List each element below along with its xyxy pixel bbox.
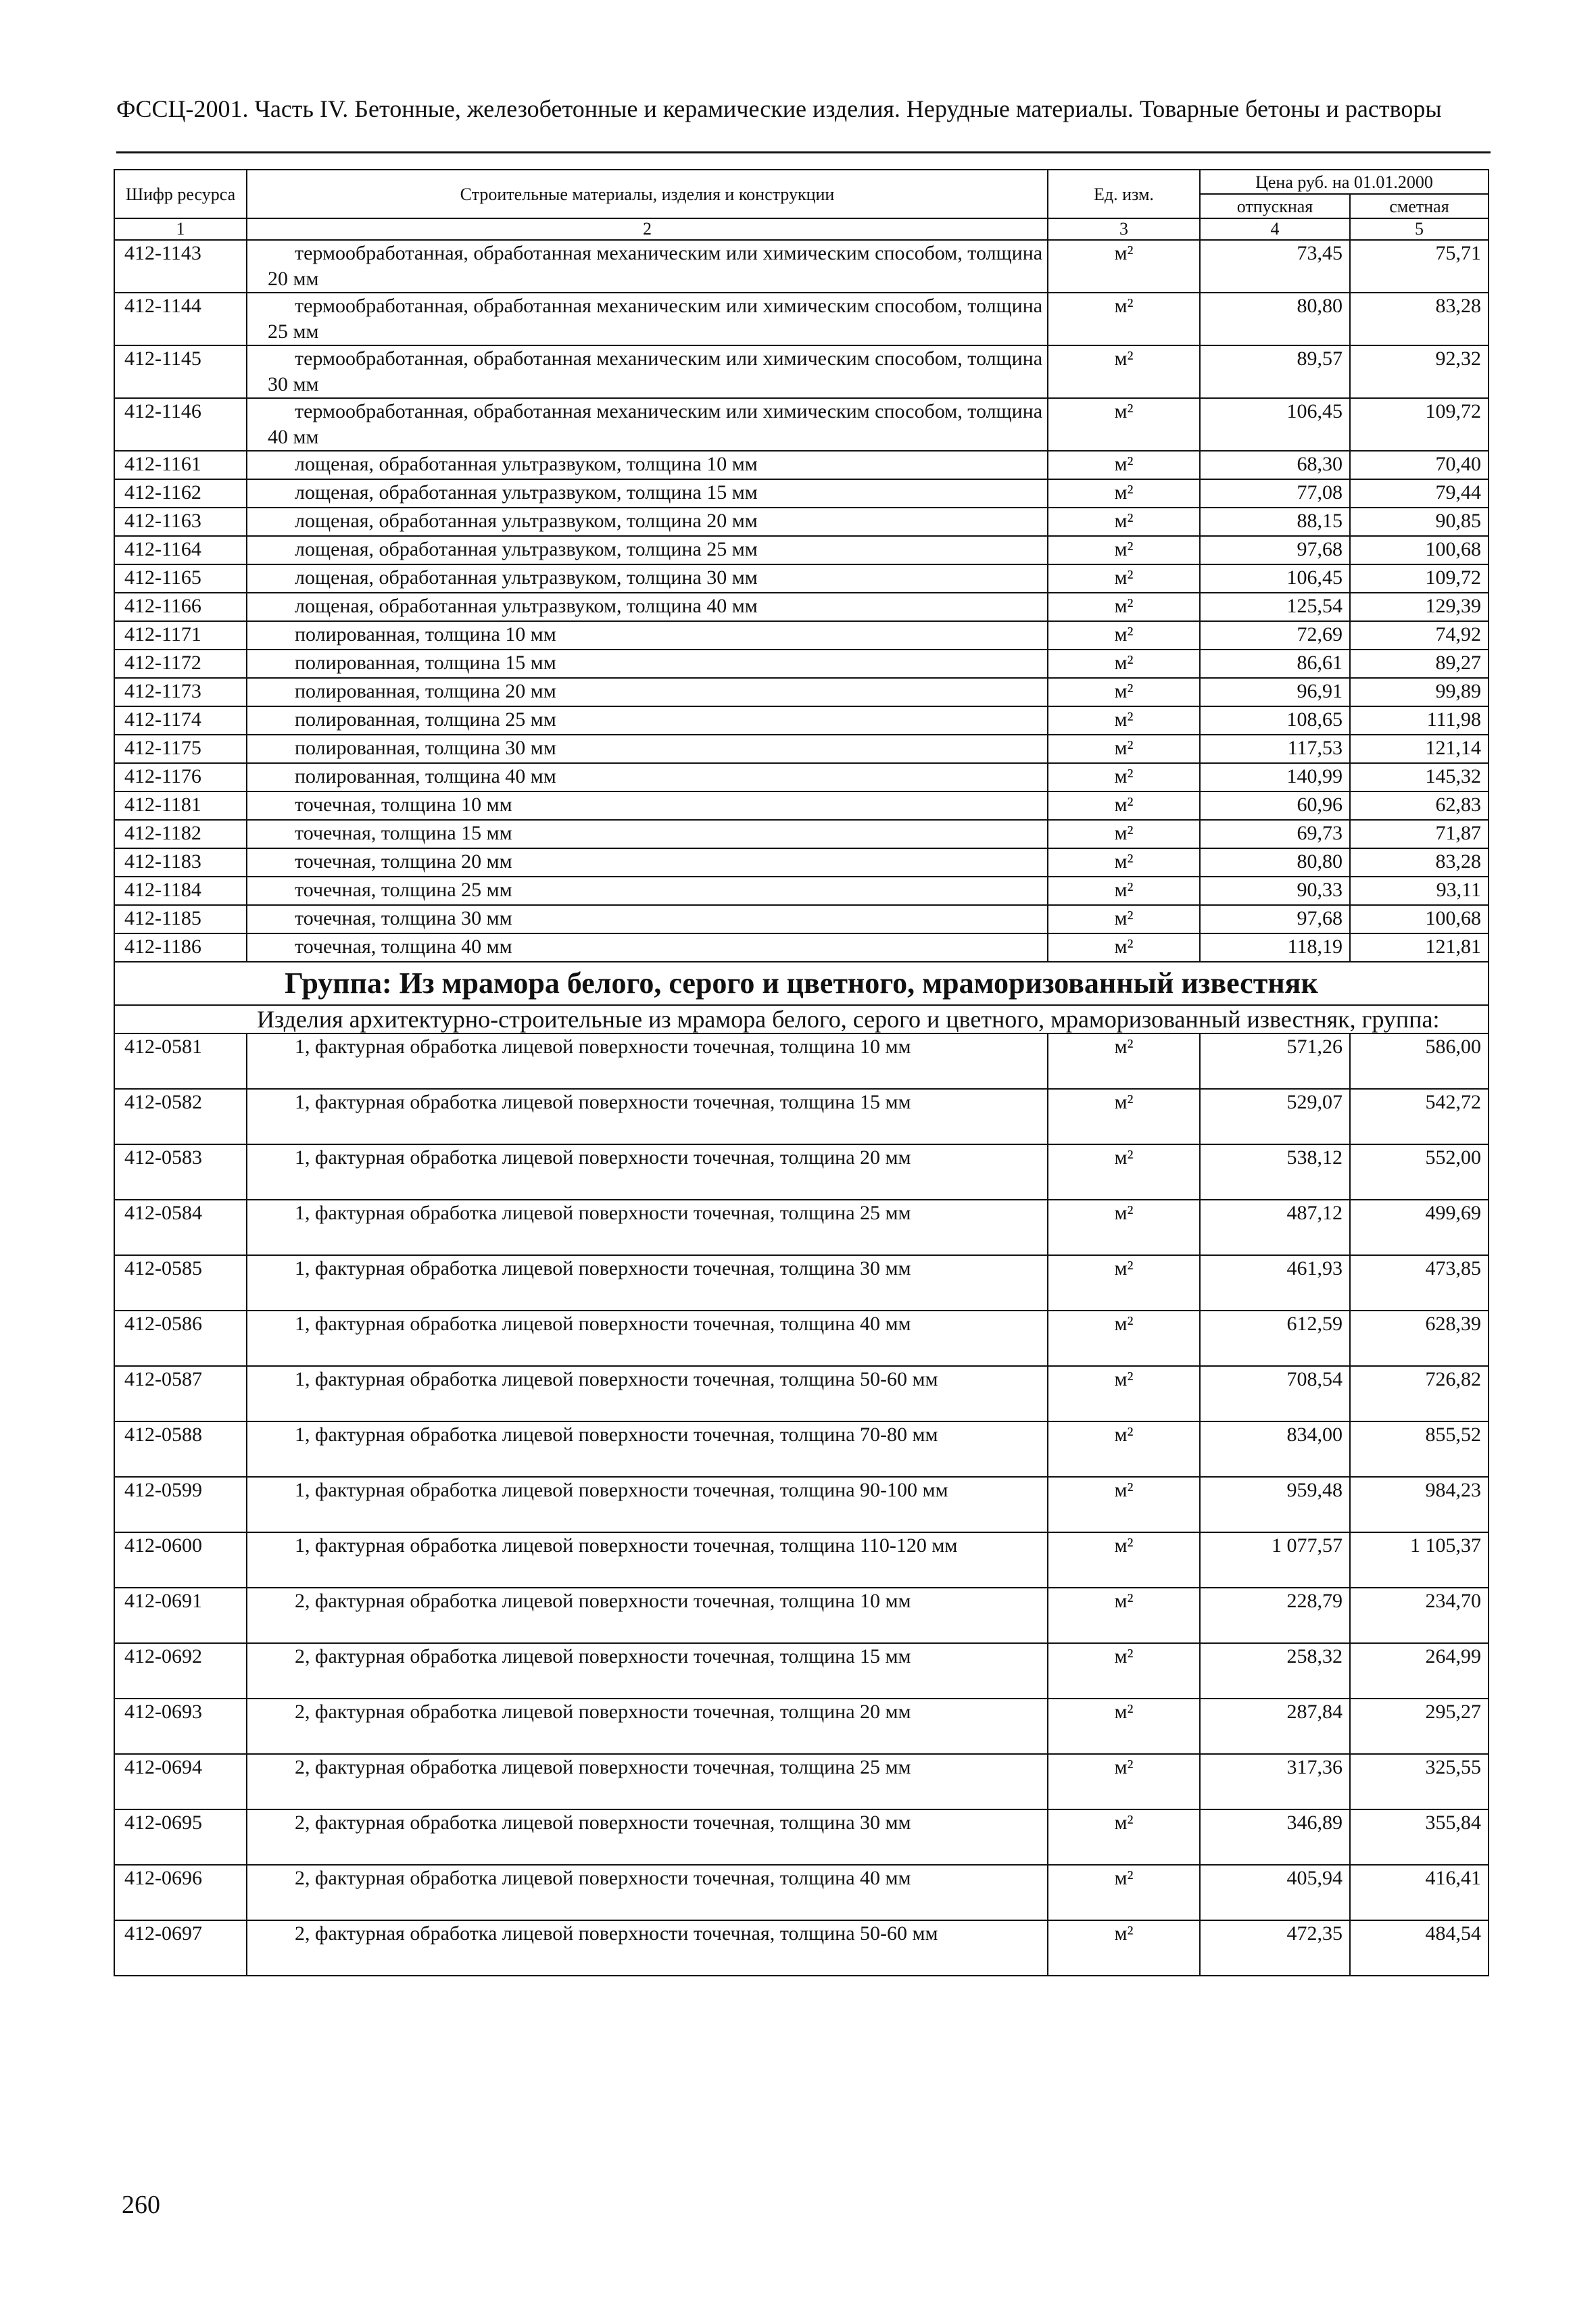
release-price-cell: 106,45 xyxy=(1200,398,1350,451)
release-price-cell: 487,12 xyxy=(1200,1200,1350,1255)
material-name-text: термообработанная, обработанная механическим или химическим способом, толщина 20 мм xyxy=(268,242,1043,290)
material-name-cell xyxy=(247,1089,1048,1144)
release-price-cell: 77,08 xyxy=(1200,479,1350,508)
material-name-cell xyxy=(247,508,1048,536)
material-name-text: полированная, толщина 30 мм xyxy=(295,737,556,759)
material-name-cell xyxy=(247,1920,1048,1976)
estimate-price-cell: 71,87 xyxy=(1350,820,1489,848)
estimate-price-cell: 111,98 xyxy=(1350,706,1489,735)
material-name-text: лощеная, обработанная ультразвуком, толщина 25 мм xyxy=(295,538,758,560)
table-row xyxy=(114,706,1489,735)
material-name-text: 1, фактурная обработка лицевой поверхности точечная, толщина 20 мм xyxy=(295,1146,911,1169)
unit-cell: м² xyxy=(1048,1366,1200,1421)
material-name-text: 1, фактурная обработка лицевой поверхности точечная, толщина 90-100 мм xyxy=(295,1479,948,1501)
resource-code-cell: 412-1181 xyxy=(114,791,247,820)
estimate-price-cell: 121,81 xyxy=(1350,933,1489,962)
material-name-text: полированная, толщина 25 мм xyxy=(295,708,556,731)
release-price-cell: 73,45 xyxy=(1200,240,1350,293)
material-name-text: термообработанная, обработанная механическим или химическим способом, толщина 30 мм xyxy=(268,347,1043,395)
material-name-cell xyxy=(247,1311,1048,1366)
unit-cell: м² xyxy=(1048,1754,1200,1809)
table-row xyxy=(114,1366,1489,1421)
material-name-text: 1, фактурная обработка лицевой поверхности точечная, толщина 10 мм xyxy=(295,1035,911,1058)
unit-cell: м² xyxy=(1048,1809,1200,1865)
resource-code-cell: 412-1176 xyxy=(114,763,247,791)
estimate-price-cell: 109,72 xyxy=(1350,564,1489,593)
material-name-text: 1, фактурная обработка лицевой поверхности точечная, толщина 110-120 мм xyxy=(295,1534,958,1557)
material-name-cell xyxy=(247,763,1048,791)
resource-code-cell: 412-1164 xyxy=(114,536,247,564)
unit-cell: м² xyxy=(1048,1920,1200,1976)
unit-cell: м² xyxy=(1048,345,1200,398)
resource-code-cell: 412-1165 xyxy=(114,564,247,593)
table-row xyxy=(114,735,1489,763)
column-number: 4 xyxy=(1200,218,1350,240)
estimate-price-cell: 325,55 xyxy=(1350,1754,1489,1809)
release-price-cell: 117,53 xyxy=(1200,735,1350,763)
material-name-cell xyxy=(247,1809,1048,1865)
material-name-text: точечная, толщина 40 мм xyxy=(295,935,512,958)
table-row xyxy=(114,1421,1489,1477)
unit-cell: м² xyxy=(1048,1865,1200,1920)
table-row xyxy=(114,1699,1489,1754)
table-row xyxy=(114,1754,1489,1809)
resource-code-cell: 412-0691 xyxy=(114,1588,247,1643)
table-row xyxy=(114,1311,1489,1366)
estimate-price-cell: 499,69 xyxy=(1350,1200,1489,1255)
release-price-cell: 69,73 xyxy=(1200,820,1350,848)
unit-cell: м² xyxy=(1048,1699,1200,1754)
resource-code-cell: 412-1175 xyxy=(114,735,247,763)
column-number: 2 xyxy=(247,218,1048,240)
estimate-price-cell: 355,84 xyxy=(1350,1809,1489,1865)
material-name-cell xyxy=(247,820,1048,848)
unit-cell: м² xyxy=(1048,398,1200,451)
table-body-granite xyxy=(114,240,1489,962)
release-price-cell: 106,45 xyxy=(1200,564,1350,593)
unit-cell: м² xyxy=(1048,678,1200,706)
estimate-price-cell: 295,27 xyxy=(1350,1699,1489,1754)
unit-cell: м² xyxy=(1048,905,1200,933)
material-name-cell xyxy=(247,791,1048,820)
unit-cell: м² xyxy=(1048,1089,1200,1144)
unit-cell: м² xyxy=(1048,706,1200,735)
material-name-text: 2, фактурная обработка лицевой поверхности точечная, толщина 50-60 мм xyxy=(295,1922,938,1945)
material-name-text: термообработанная, обработанная механическим или химическим способом, толщина 40 мм xyxy=(268,400,1043,448)
estimate-price-cell: 552,00 xyxy=(1350,1144,1489,1200)
release-price-cell: 108,65 xyxy=(1200,706,1350,735)
release-price-cell: 80,80 xyxy=(1200,848,1350,877)
header-divider xyxy=(116,151,1491,153)
estimate-price-cell: 100,68 xyxy=(1350,905,1489,933)
resource-code-cell: 412-1174 xyxy=(114,706,247,735)
unit-cell: м² xyxy=(1048,1255,1200,1311)
resource-code-cell: 412-0585 xyxy=(114,1255,247,1311)
unit-cell: м² xyxy=(1048,1144,1200,1200)
column-number: 5 xyxy=(1350,218,1489,240)
material-name-cell xyxy=(247,1643,1048,1699)
material-name-text: 2, фактурная обработка лицевой поверхности точечная, толщина 40 мм xyxy=(295,1867,911,1889)
material-name-text: полированная, толщина 40 мм xyxy=(295,765,556,787)
release-price-cell: 72,69 xyxy=(1200,621,1350,650)
price-table xyxy=(114,169,1489,1976)
estimate-price-cell: 79,44 xyxy=(1350,479,1489,508)
estimate-price-cell: 89,27 xyxy=(1350,650,1489,678)
table-row xyxy=(114,564,1489,593)
material-name-cell xyxy=(247,678,1048,706)
estimate-price-cell: 83,28 xyxy=(1350,848,1489,877)
resource-code-cell: 412-0582 xyxy=(114,1089,247,1144)
estimate-price-cell: 586,00 xyxy=(1350,1033,1489,1089)
material-name-text: лощеная, обработанная ультразвуком, толщина 10 мм xyxy=(295,453,758,475)
material-name-cell xyxy=(247,1144,1048,1200)
resource-code-cell: 412-1172 xyxy=(114,650,247,678)
page-number: 260 xyxy=(122,2191,160,2219)
table-row xyxy=(114,508,1489,536)
release-price-cell: 461,93 xyxy=(1200,1255,1350,1311)
release-price-cell: 80,80 xyxy=(1200,293,1350,345)
release-price-cell: 538,12 xyxy=(1200,1144,1350,1200)
release-price-cell: 834,00 xyxy=(1200,1421,1350,1477)
table-row xyxy=(114,877,1489,905)
unit-cell: м² xyxy=(1048,1311,1200,1366)
unit-cell: м² xyxy=(1048,564,1200,593)
unit-cell: м² xyxy=(1048,791,1200,820)
material-name-text: 1, фактурная обработка лицевой поверхности точечная, толщина 15 мм xyxy=(295,1091,911,1113)
material-name-text: 2, фактурная обработка лицевой поверхности точечная, толщина 15 мм xyxy=(295,1645,911,1667)
unit-cell: м² xyxy=(1048,650,1200,678)
resource-code-cell: 412-1145 xyxy=(114,345,247,398)
estimate-price-cell: 1 105,37 xyxy=(1350,1532,1489,1588)
release-price-cell: 86,61 xyxy=(1200,650,1350,678)
release-price-cell: 529,07 xyxy=(1200,1089,1350,1144)
material-name-cell xyxy=(247,345,1048,398)
release-price-cell: 708,54 xyxy=(1200,1366,1350,1421)
resource-code-cell: 412-1161 xyxy=(114,451,247,479)
estimate-price-cell: 984,23 xyxy=(1350,1477,1489,1532)
material-name-cell xyxy=(247,451,1048,479)
estimate-price-cell: 473,85 xyxy=(1350,1255,1489,1311)
subgroup-title: Изделия архитектурно-строительные из мрамора белого, серого и цветного, мраморизованный известняк, группа: xyxy=(114,1005,1489,1033)
material-name-text: лощеная, обработанная ультразвуком, толщина 20 мм xyxy=(295,510,758,532)
release-price-cell: 405,94 xyxy=(1200,1865,1350,1920)
unit-cell: м² xyxy=(1048,820,1200,848)
table-body-marble xyxy=(114,1033,1489,1976)
release-price-cell: 89,57 xyxy=(1200,345,1350,398)
material-name-cell xyxy=(247,1200,1048,1255)
resource-code-cell: 412-1171 xyxy=(114,621,247,650)
table-row xyxy=(114,1200,1489,1255)
material-name-cell xyxy=(247,1532,1048,1588)
resource-code-cell: 412-1144 xyxy=(114,293,247,345)
release-price-cell: 317,36 xyxy=(1200,1754,1350,1809)
table-row xyxy=(114,1477,1489,1532)
table-row xyxy=(114,791,1489,820)
table-row xyxy=(114,763,1489,791)
table-row xyxy=(114,1643,1489,1699)
material-name-text: термообработанная, обработанная механическим или химическим способом, толщина 25 мм xyxy=(268,295,1043,343)
estimate-price-cell: 74,92 xyxy=(1350,621,1489,650)
resource-code-cell: 412-1182 xyxy=(114,820,247,848)
material-name-cell xyxy=(247,933,1048,962)
group-section xyxy=(114,962,1489,1033)
estimate-price-cell: 93,11 xyxy=(1350,877,1489,905)
estimate-price-cell: 628,39 xyxy=(1350,1311,1489,1366)
column-number: 1 xyxy=(114,218,247,240)
estimate-price-cell: 62,83 xyxy=(1350,791,1489,820)
release-price-cell: 96,91 xyxy=(1200,678,1350,706)
material-name-text: 1, фактурная обработка лицевой поверхности точечная, толщина 25 мм xyxy=(295,1202,911,1224)
table-row xyxy=(114,536,1489,564)
release-price-cell: 68,30 xyxy=(1200,451,1350,479)
resource-code-cell: 412-0584 xyxy=(114,1200,247,1255)
estimate-price-cell: 90,85 xyxy=(1350,508,1489,536)
estimate-price-cell: 70,40 xyxy=(1350,451,1489,479)
table-row xyxy=(114,1588,1489,1643)
estimate-price-cell: 726,82 xyxy=(1350,1366,1489,1421)
estimate-price-cell: 121,14 xyxy=(1350,735,1489,763)
material-name-cell xyxy=(247,1699,1048,1754)
unit-cell: м² xyxy=(1048,451,1200,479)
release-price-cell: 88,15 xyxy=(1200,508,1350,536)
material-name-text: 1, фактурная обработка лицевой поверхности точечная, толщина 50-60 мм xyxy=(295,1368,938,1390)
unit-cell: м² xyxy=(1048,593,1200,621)
col-header-name: Строительные материалы, изделия и конструкции xyxy=(247,170,1048,218)
resource-code-cell: 412-0587 xyxy=(114,1366,247,1421)
resource-code-cell: 412-1185 xyxy=(114,905,247,933)
release-price-cell: 228,79 xyxy=(1200,1588,1350,1643)
table-row xyxy=(114,905,1489,933)
estimate-price-cell: 75,71 xyxy=(1350,240,1489,293)
group-title: Группа: Из мрамора белого, серого и цветного, мраморизованный известняк xyxy=(114,962,1489,1005)
material-name-cell xyxy=(247,735,1048,763)
resource-code-cell: 412-1166 xyxy=(114,593,247,621)
resource-code-cell: 412-0588 xyxy=(114,1421,247,1477)
table-row xyxy=(114,451,1489,479)
material-name-text: лощеная, обработанная ультразвуком, толщина 15 мм xyxy=(295,481,758,504)
material-name-text: 2, фактурная обработка лицевой поверхности точечная, толщина 20 мм xyxy=(295,1701,911,1723)
resource-code-cell: 412-1183 xyxy=(114,848,247,877)
release-price-cell: 90,33 xyxy=(1200,877,1350,905)
release-price-cell: 472,35 xyxy=(1200,1920,1350,1976)
release-price-cell: 60,96 xyxy=(1200,791,1350,820)
material-name-text: 2, фактурная обработка лицевой поверхности точечная, толщина 25 мм xyxy=(295,1756,911,1778)
resource-code-cell: 412-0697 xyxy=(114,1920,247,1976)
table-row xyxy=(114,650,1489,678)
release-price-cell: 346,89 xyxy=(1200,1809,1350,1865)
unit-cell: м² xyxy=(1048,240,1200,293)
table-row xyxy=(114,240,1489,293)
table-row xyxy=(114,1089,1489,1144)
material-name-text: 2, фактурная обработка лицевой поверхности точечная, толщина 10 мм xyxy=(295,1590,911,1612)
table-row xyxy=(114,1144,1489,1200)
material-name-text: точечная, толщина 10 мм xyxy=(295,794,512,816)
estimate-price-cell: 83,28 xyxy=(1350,293,1489,345)
unit-cell: м² xyxy=(1048,1421,1200,1477)
material-name-cell xyxy=(247,877,1048,905)
table-row xyxy=(114,345,1489,398)
unit-cell: м² xyxy=(1048,848,1200,877)
unit-cell: м² xyxy=(1048,933,1200,962)
release-price-cell: 571,26 xyxy=(1200,1033,1350,1089)
resource-code-cell: 412-0694 xyxy=(114,1754,247,1809)
table-row xyxy=(114,1532,1489,1588)
resource-code-cell: 412-1173 xyxy=(114,678,247,706)
material-name-text: точечная, толщина 20 мм xyxy=(295,850,512,873)
resource-code-cell: 412-1163 xyxy=(114,508,247,536)
release-price-cell: 959,48 xyxy=(1200,1477,1350,1532)
page-title: ФССЦ-2001. Часть IV. Бетонные, железобетонные и керамические изделия. Нерудные материалы. Товарные бетоны и растворы xyxy=(116,95,1442,122)
material-name-cell xyxy=(247,1477,1048,1532)
resource-code-cell: 412-0696 xyxy=(114,1865,247,1920)
material-name-text: точечная, толщина 15 мм xyxy=(295,822,512,844)
material-name-text: лощеная, обработанная ультразвуком, толщина 40 мм xyxy=(295,595,758,617)
column-number-row xyxy=(114,218,1489,240)
price-table-container xyxy=(114,169,1488,1976)
release-price-cell: 97,68 xyxy=(1200,905,1350,933)
unit-cell: м² xyxy=(1048,763,1200,791)
material-name-cell xyxy=(247,1366,1048,1421)
material-name-cell xyxy=(247,564,1048,593)
resource-code-cell: 412-0600 xyxy=(114,1532,247,1588)
release-price-cell: 125,54 xyxy=(1200,593,1350,621)
table-row xyxy=(114,479,1489,508)
material-name-cell xyxy=(247,536,1048,564)
estimate-price-cell: 99,89 xyxy=(1350,678,1489,706)
material-name-cell xyxy=(247,621,1048,650)
material-name-cell xyxy=(247,905,1048,933)
material-name-cell xyxy=(247,1865,1048,1920)
estimate-price-cell: 264,99 xyxy=(1350,1643,1489,1699)
unit-cell: м² xyxy=(1048,1588,1200,1643)
material-name-cell xyxy=(247,1588,1048,1643)
estimate-price-cell: 855,52 xyxy=(1350,1421,1489,1477)
resource-code-cell: 412-1184 xyxy=(114,877,247,905)
material-name-cell xyxy=(247,593,1048,621)
material-name-cell xyxy=(247,848,1048,877)
material-name-text: полированная, толщина 10 мм xyxy=(295,623,556,645)
material-name-cell xyxy=(247,293,1048,345)
unit-cell: м² xyxy=(1048,877,1200,905)
material-name-cell xyxy=(247,240,1048,293)
material-name-text: 1, фактурная обработка лицевой поверхности точечная, толщина 40 мм xyxy=(295,1313,911,1335)
estimate-price-cell: 416,41 xyxy=(1350,1865,1489,1920)
table-row xyxy=(114,848,1489,877)
resource-code-cell: 412-1162 xyxy=(114,479,247,508)
table-row xyxy=(114,293,1489,345)
release-price-cell: 140,99 xyxy=(1200,763,1350,791)
material-name-text: 1, фактурная обработка лицевой поверхности точечная, толщина 30 мм xyxy=(295,1257,911,1280)
resource-code-cell: 412-0695 xyxy=(114,1809,247,1865)
resource-code-cell: 412-0583 xyxy=(114,1144,247,1200)
table-row xyxy=(114,1809,1489,1865)
table-row xyxy=(114,1033,1489,1089)
unit-cell: м² xyxy=(1048,1643,1200,1699)
col-header-estimate: сметная xyxy=(1350,194,1489,218)
material-name-cell xyxy=(247,650,1048,678)
unit-cell: м² xyxy=(1048,1477,1200,1532)
estimate-price-cell: 542,72 xyxy=(1350,1089,1489,1144)
resource-code-cell: 412-1146 xyxy=(114,398,247,451)
col-header-unit: Ед. изм. xyxy=(1048,170,1200,218)
table-row xyxy=(114,1255,1489,1311)
unit-cell: м² xyxy=(1048,1200,1200,1255)
release-price-cell: 97,68 xyxy=(1200,536,1350,564)
estimate-price-cell: 109,72 xyxy=(1350,398,1489,451)
unit-cell: м² xyxy=(1048,1033,1200,1089)
table-row xyxy=(114,678,1489,706)
material-name-cell xyxy=(247,1421,1048,1477)
resource-code-cell: 412-1143 xyxy=(114,240,247,293)
material-name-text: лощеная, обработанная ультразвуком, толщина 30 мм xyxy=(295,566,758,589)
resource-code-cell: 412-0581 xyxy=(114,1033,247,1089)
material-name-cell xyxy=(247,398,1048,451)
release-price-cell: 1 077,57 xyxy=(1200,1532,1350,1588)
unit-cell: м² xyxy=(1048,536,1200,564)
unit-cell: м² xyxy=(1048,621,1200,650)
material-name-cell xyxy=(247,1754,1048,1809)
release-price-cell: 118,19 xyxy=(1200,933,1350,962)
material-name-cell xyxy=(247,479,1048,508)
unit-cell: м² xyxy=(1048,735,1200,763)
table-row xyxy=(114,398,1489,451)
resource-code-cell: 412-0692 xyxy=(114,1643,247,1699)
col-header-release: отпускная xyxy=(1200,194,1350,218)
col-header-price: Цена руб. на 01.01.2000 xyxy=(1200,170,1489,194)
release-price-cell: 287,84 xyxy=(1200,1699,1350,1754)
material-name-text: полированная, толщина 15 мм xyxy=(295,652,556,674)
resource-code-cell: 412-1186 xyxy=(114,933,247,962)
table-row xyxy=(114,1865,1489,1920)
estimate-price-cell: 484,54 xyxy=(1350,1920,1489,1976)
unit-cell: м² xyxy=(1048,479,1200,508)
material-name-cell xyxy=(247,1255,1048,1311)
material-name-text: полированная, толщина 20 мм xyxy=(295,680,556,702)
table-row xyxy=(114,593,1489,621)
table-row xyxy=(114,820,1489,848)
estimate-price-cell: 92,32 xyxy=(1350,345,1489,398)
resource-code-cell: 412-0693 xyxy=(114,1699,247,1754)
table-row xyxy=(114,621,1489,650)
release-price-cell: 612,59 xyxy=(1200,1311,1350,1366)
estimate-price-cell: 234,70 xyxy=(1350,1588,1489,1643)
table-row xyxy=(114,1920,1489,1976)
estimate-price-cell: 145,32 xyxy=(1350,763,1489,791)
release-price-cell: 258,32 xyxy=(1200,1643,1350,1699)
unit-cell: м² xyxy=(1048,293,1200,345)
unit-cell: м² xyxy=(1048,1532,1200,1588)
column-number: 3 xyxy=(1048,218,1200,240)
material-name-text: точечная, толщина 25 мм xyxy=(295,879,512,901)
unit-cell: м² xyxy=(1048,508,1200,536)
material-name-cell xyxy=(247,706,1048,735)
resource-code-cell: 412-0599 xyxy=(114,1477,247,1532)
estimate-price-cell: 100,68 xyxy=(1350,536,1489,564)
material-name-text: точечная, толщина 30 мм xyxy=(295,907,512,929)
material-name-text: 2, фактурная обработка лицевой поверхности точечная, толщина 30 мм xyxy=(295,1811,911,1834)
estimate-price-cell: 129,39 xyxy=(1350,593,1489,621)
material-name-cell xyxy=(247,1033,1048,1089)
resource-code-cell: 412-0586 xyxy=(114,1311,247,1366)
table-row xyxy=(114,933,1489,962)
col-header-code: Шифр ресурса xyxy=(114,170,247,218)
material-name-text: 1, фактурная обработка лицевой поверхности точечная, толщина 70-80 мм xyxy=(295,1423,938,1446)
